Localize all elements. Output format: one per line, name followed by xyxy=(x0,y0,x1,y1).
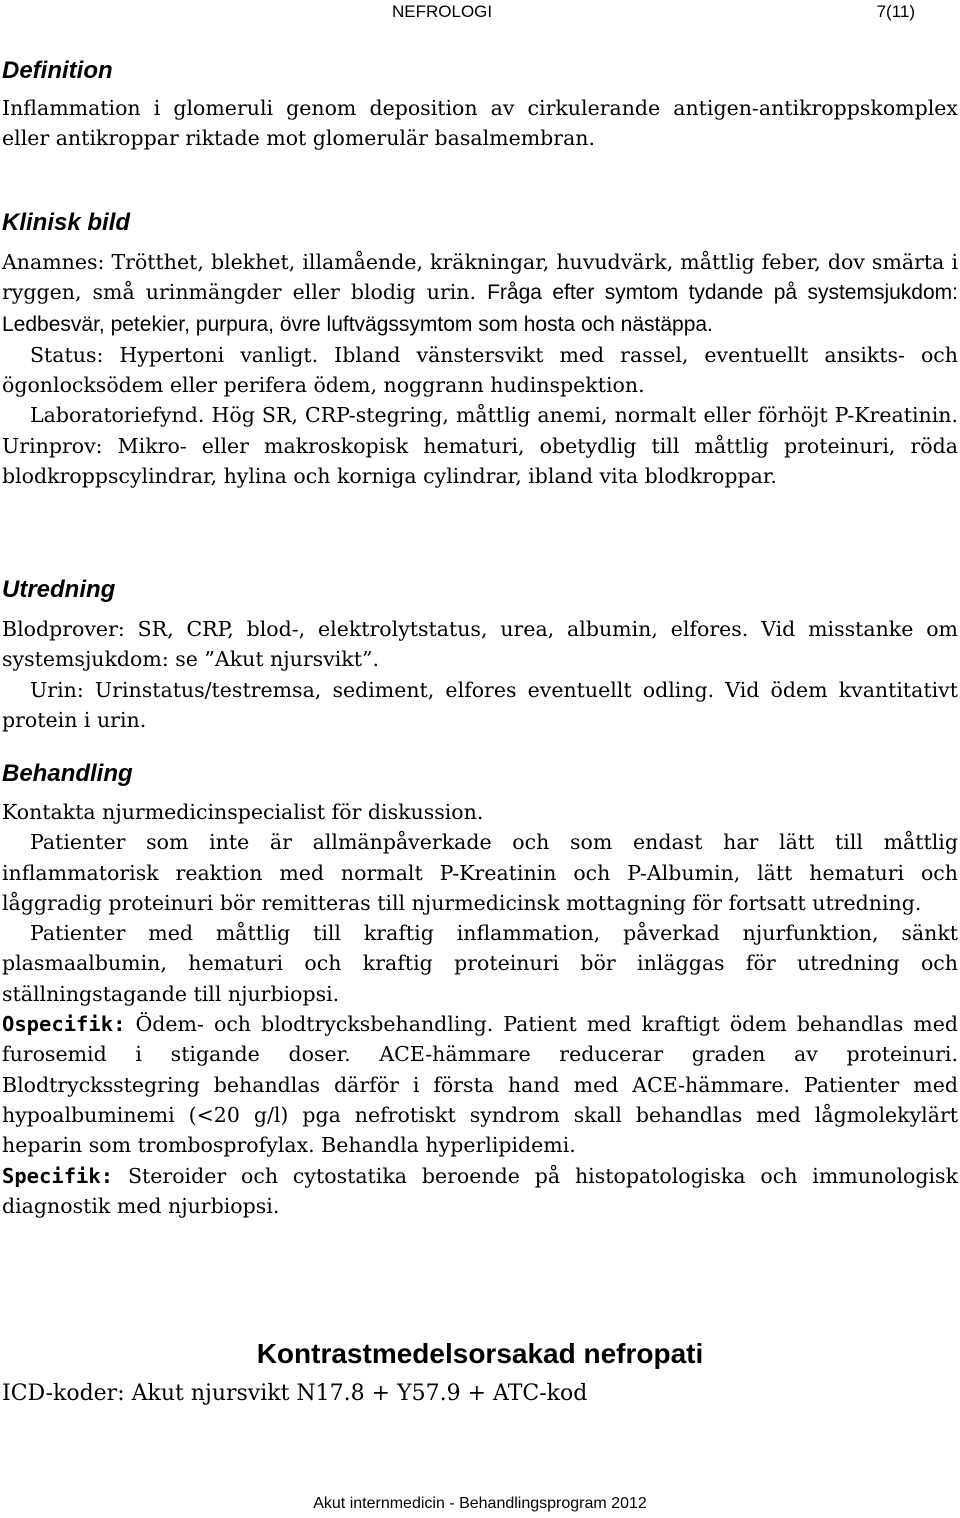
heading-behandling: Behandling xyxy=(2,760,133,787)
utredning-text xyxy=(2,614,958,735)
inlaggning-paragraph: Patienter med måttlig till kraftig inflammation, påverkad njurfunktion, sänkt plasmaalbumin, hematuri och kraftig proteinuri bör inläggas för utredning och ställningstagande till njurbiopsi. xyxy=(2,921,958,1006)
systemsjukdom-text: Fråga efter symtom tydande på systemsjukdom: Ledbesvär, petekier, purpura, övre luftvägssymtom som hosta och nästäppa. xyxy=(2,281,958,336)
heading-klinisk-bild: Klinisk bild xyxy=(2,209,131,236)
specifik-text: Steroider och cytostatika beroende på histopatologiska och immunologisk diagnostik med njurbiopsi. xyxy=(2,1163,958,1218)
definition-text xyxy=(2,93,958,154)
specifik-label: Specifik: xyxy=(2,1163,114,1188)
blodprover-paragraph: Blodprover: SR, CRP, blod-, elektrolytstatus, urea, albumin, elfores. Vid misstanke om systemsjukdom: se ”Akut njursvikt”. xyxy=(2,617,958,672)
kontakta-paragraph: Kontakta njurmedicinspecialist för diskussion. xyxy=(2,800,484,824)
status-paragraph: Status: Hypertoni vanligt. Ibland vänstersvikt med rassel, eventuellt ansikts- och ögonlocksödem eller perifera ödem, noggrann hudinspektion. xyxy=(2,342,958,398)
ospecifik-paragraph xyxy=(2,1009,958,1160)
heading-utredning: Utredning xyxy=(2,576,116,603)
running-header-title: NEFROLOGI xyxy=(392,2,493,21)
page-number: 7(11) xyxy=(876,2,915,21)
specifik-paragraph xyxy=(2,1161,958,1222)
section-title-kontrastmedel: Kontrastmedelsorsakad nefropati xyxy=(256,1338,704,1369)
running-footer: Akut internmedicin - Behandlingsprogram 2012 xyxy=(313,1495,647,1512)
behandling-text xyxy=(2,797,958,1221)
anamnes-text: Anamnes: Trötthet, blekhet, illamående, kräkningar, huvudvärk, måttlig feber, dov smärta i ryggen, små urinmängder eller blodig urin. xyxy=(2,250,958,305)
heading-definition: Definition xyxy=(2,57,113,84)
ospecifik-label: Ospecifik: xyxy=(2,1012,126,1037)
urin-paragraph: Urin: Urinstatus/testremsa, sediment, elfores eventuellt odling. Vid ödem kvantitativt protein i urin. xyxy=(2,677,958,732)
laboratoriefynd-paragraph: Laboratoriefynd. Hög SR, CRP-stegring, måttlig anemi, normalt eller förhöjt P-Kreatinin. Urinprov: Mikro- eller makroskopisk hematuri, obetydlig till måttlig proteinuri, röda blodkroppscylindrar, hylina och korniga cylindrar, ibland vita blodkroppar. xyxy=(2,403,958,489)
ospecifik-text: Ödem- och blodtrycksbehandling. Patient med kraftigt ödem behandlas med furosemid i stigande doser. ACE-hämmare reducerar graden av proteinuri. Blodtrycksstegring behandlas därför i första hand med ACE-hämmare. Patienter med hypoalbuminemi (<20 g/l) pga nefrotiskt syndrom skall behandlas med lågmolekylärt heparin som trombosprofylax. Behandla hyperlipidemi. xyxy=(2,1012,958,1158)
definition-paragraph: Inflammation i glomeruli genom deposition av cirkulerande antigen-antikroppskomplex eller antikroppar riktade mot glomerulär basalmembran. xyxy=(2,96,958,151)
icd-codes: ICD-koder: Akut njursvikt N17.8 + Y57.9 + ATC-kod xyxy=(2,1381,588,1406)
remiss-paragraph: Patienter som inte är allmänpåverkade och som endast har lätt till måttlig inflammatorisk reaktion med normalt P-Kreatinin och P-Albumin, lätt hematuri och låggradig proteinuri bör remitteras till njurmedicinsk mottagning för fortsatt utredning. xyxy=(2,830,958,915)
anamnes-paragraph xyxy=(2,247,958,340)
klinisk-bild-text xyxy=(2,247,958,491)
